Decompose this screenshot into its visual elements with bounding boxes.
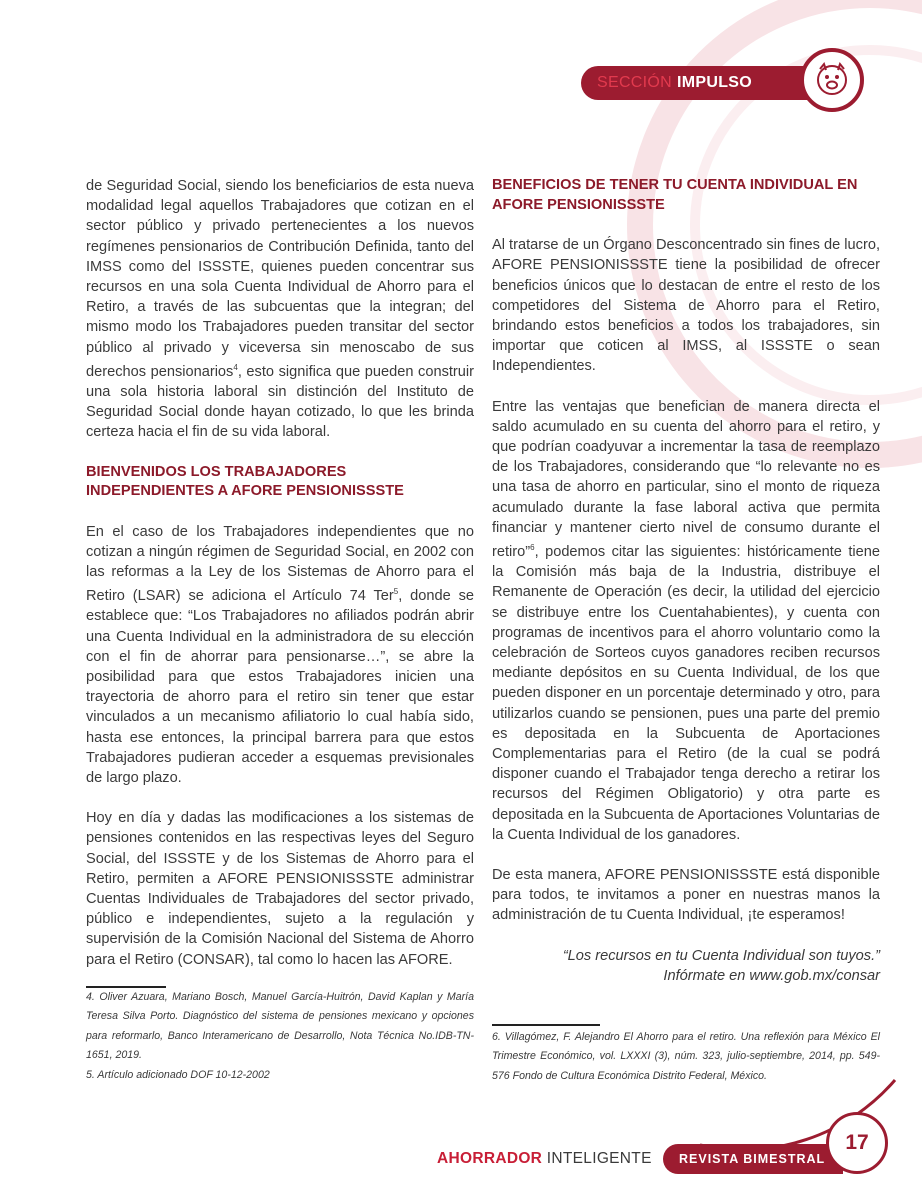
footnote-ref-4: 4 bbox=[233, 362, 238, 372]
left-paragraph-1: de Seguridad Social, siendo los beneficiarios de esta nueva modalidad legal aquellos Trabajadores que cotizan en el sector público y privado pertenecientes a los nuevos regímenes pensionarios de Contribución Definida, tanto del IMSS como del ISSSTE, quienes pueden concentrar sus recursos en una sola Cuenta Individual de Ahorro para el Retiro, a través de las subcuentas que la integran; del mismo modo los Trabajadores pueden transitar del sector público al privado y viceversa sin menoscabo de sus derechos pensionarios$^4$, esto significa que pueden construir una sola historia laboral sin distinción del Instituto de Seguridad Social donde hayan cotizado, lo que les brinda certeza hacia el fin de su vida laboral. bbox=[86, 178, 474, 441]
footer-brand-normal: INTELIGENTE bbox=[546, 1150, 652, 1167]
section-logo bbox=[800, 48, 864, 112]
footnote-rule-right bbox=[492, 1024, 600, 1026]
footnote-ref-5: 5 bbox=[393, 587, 399, 597]
left-paragraph-2: En el caso de los Trabajadores independientes que no cotizan a ningún régimen de Seguridad Social, en 2002 con las reformas a la Ley de los Sistemas de Ahorro para el Retiro (LSAR) se adiciona el Artículo 74 Ter$^5$, donde se establece que: “Los Trabajadores no afiliados podrán abrir una Cuenta Individual en la administradora de su elección con el fin de ahorrar para pensionarse…”, se abre la posibilidad para que estos Trabajadores inicien una trayectoria de ahorro para el retiro sin tener que estar vinculados a un mecanismo afiliatorio lo cual había sido, hasta ese entonces, la principal barrera para que estos Trabajadores pudieran acceder a esquemas previsionales de largo plazo. bbox=[86, 523, 474, 786]
right-column bbox=[492, 176, 880, 1006]
footnote-ref-6: 6 bbox=[530, 543, 535, 553]
right-paragraph-1: Al tratarse de un Órgano Desconcentrado sin fines de lucro, AFORE PENSIONISSSTE tiene la posibilidad de ofrecer beneficios únicos que lo destacan de entre el resto de los competidores del Sistema de Ahorro para el Retiro, brindando estos beneficios a todos los trabajadores, sin importar que coticen al IMSS, al ISSSTE o sean Independientes. bbox=[492, 237, 880, 375]
footnote-4: 4. Oliver Azuara, Mariano Bosch, Manuel García-Huitrón, David Kaplan y María Teresa Silva Porto. Diagnóstico del sistema de pensiones mexicano y opciones para reformarlo, Banco Interamericano de Desarrollo, Nota Técnica No.IDB-TN-1651, 2019. bbox=[86, 991, 474, 1062]
right-heading: BENEFICIOS DE TENER TU CUENTA INDIVIDUAL EN AFORE PENSIONISSSTE bbox=[492, 177, 858, 213]
footer-brand bbox=[437, 1150, 652, 1168]
quote-line-2: Infórmate en www.gob.mx/consar bbox=[663, 967, 880, 984]
right-paragraph-3: De esta manera, AFORE PENSIONISSSTE está disponible para todos, te invitamos a poner en nuestras manos la administración de tu Cuenta Individual, ¡te esperamos! bbox=[492, 866, 880, 924]
footnotes-left bbox=[86, 988, 474, 1085]
section-label bbox=[581, 66, 821, 100]
footnote-5: 5. Artículo adicionado DOF 10-12-2002 bbox=[86, 1068, 270, 1081]
left-column bbox=[86, 176, 474, 990]
closing-quote bbox=[492, 946, 880, 986]
footnote-6: 6. Villagómez, F. Alejandro El Ahorro para el retiro. Una reflexión para México El Trimestre Económico, vol. LXXXI (3), núm. 323, julio-septiembre, 2014, pp. 549-576 Fondo de Cultura Económica Distrito Federal, México. bbox=[492, 1031, 880, 1082]
page-number: 17 bbox=[826, 1112, 888, 1174]
left-heading: BIENVENIDOS LOS TRABAJADORES INDEPENDIENTES A AFORE PENSIONISSSTE bbox=[86, 463, 404, 500]
section-label-bold: IMPULSO bbox=[677, 74, 752, 91]
footer-brand-bold: AHORRADOR bbox=[437, 1150, 543, 1167]
left-paragraph-3: Hoy en día y dadas las modificaciones a los sistemas de pensiones contenidos en las respectivas leyes del Seguro Social, del ISSSTE y de los Sistemas de Ahorro para el Retiro, permiten a AFORE PENSIONISSSTE administrar Cuentas Individuales de Trabajadores del sector privado, público e independientes, sujeto a la regulación y supervisión de la Comisión Nacional del Sistema de Ahorro para el Retiro (CONSAR), tal como lo hacen las AFORE. bbox=[86, 810, 474, 968]
footer-magazine-tab: REVISTA BIMESTRAL bbox=[663, 1144, 843, 1174]
section-label-light: SECCIÓN bbox=[597, 74, 672, 91]
quote-line-1: “Los recursos en tu Cuenta Individual son tuyos.” bbox=[562, 947, 880, 964]
right-paragraph-2: Entre las ventajas que benefician de manera directa el saldo acumulado en su cuenta del ahorro para el retiro, y que podrían coadyuvar a incrementar la tasa de reemplazo de los Trabajadores, considerando que “lo relevante no es una tasa de ahorro en particular, sino el monto de riqueza acumulado durante la fase laboral activa que permita financiar y mantener cierto nivel de consumo durante el retiro”$^6$, podemos citar las siguientes: históricamente tiene la Comisión más baja de la Industria, distribuye el Remanente de Operación (es decir, la utilidad del ejercicio se distribuye entre los Cuentahabientes), y cuenta con programas de incentivos para el ahorro voluntario como la celebración de Sorteos cuyos ganadores reciben recursos mediante depósitos en su Cuenta Individual, de los que pueden disponer en un porcentaje determinado y otro, para utilizarlos cuando se pensionen, pues una parte del premio es depositada en la Subcuenta de Aportaciones Complementarias para el Retiro (de la cual se podrá disponer cuando el Trabajador tenga derecho a retirar los recursos del Régimen Obligatorio) y otra parte es depositada en la Subcuenta de Aportaciones Voluntarias de la Cuenta Individual de los ganadores. bbox=[492, 398, 880, 843]
piggy-bank-face-icon bbox=[812, 60, 852, 100]
footnotes-right bbox=[492, 1028, 880, 1086]
